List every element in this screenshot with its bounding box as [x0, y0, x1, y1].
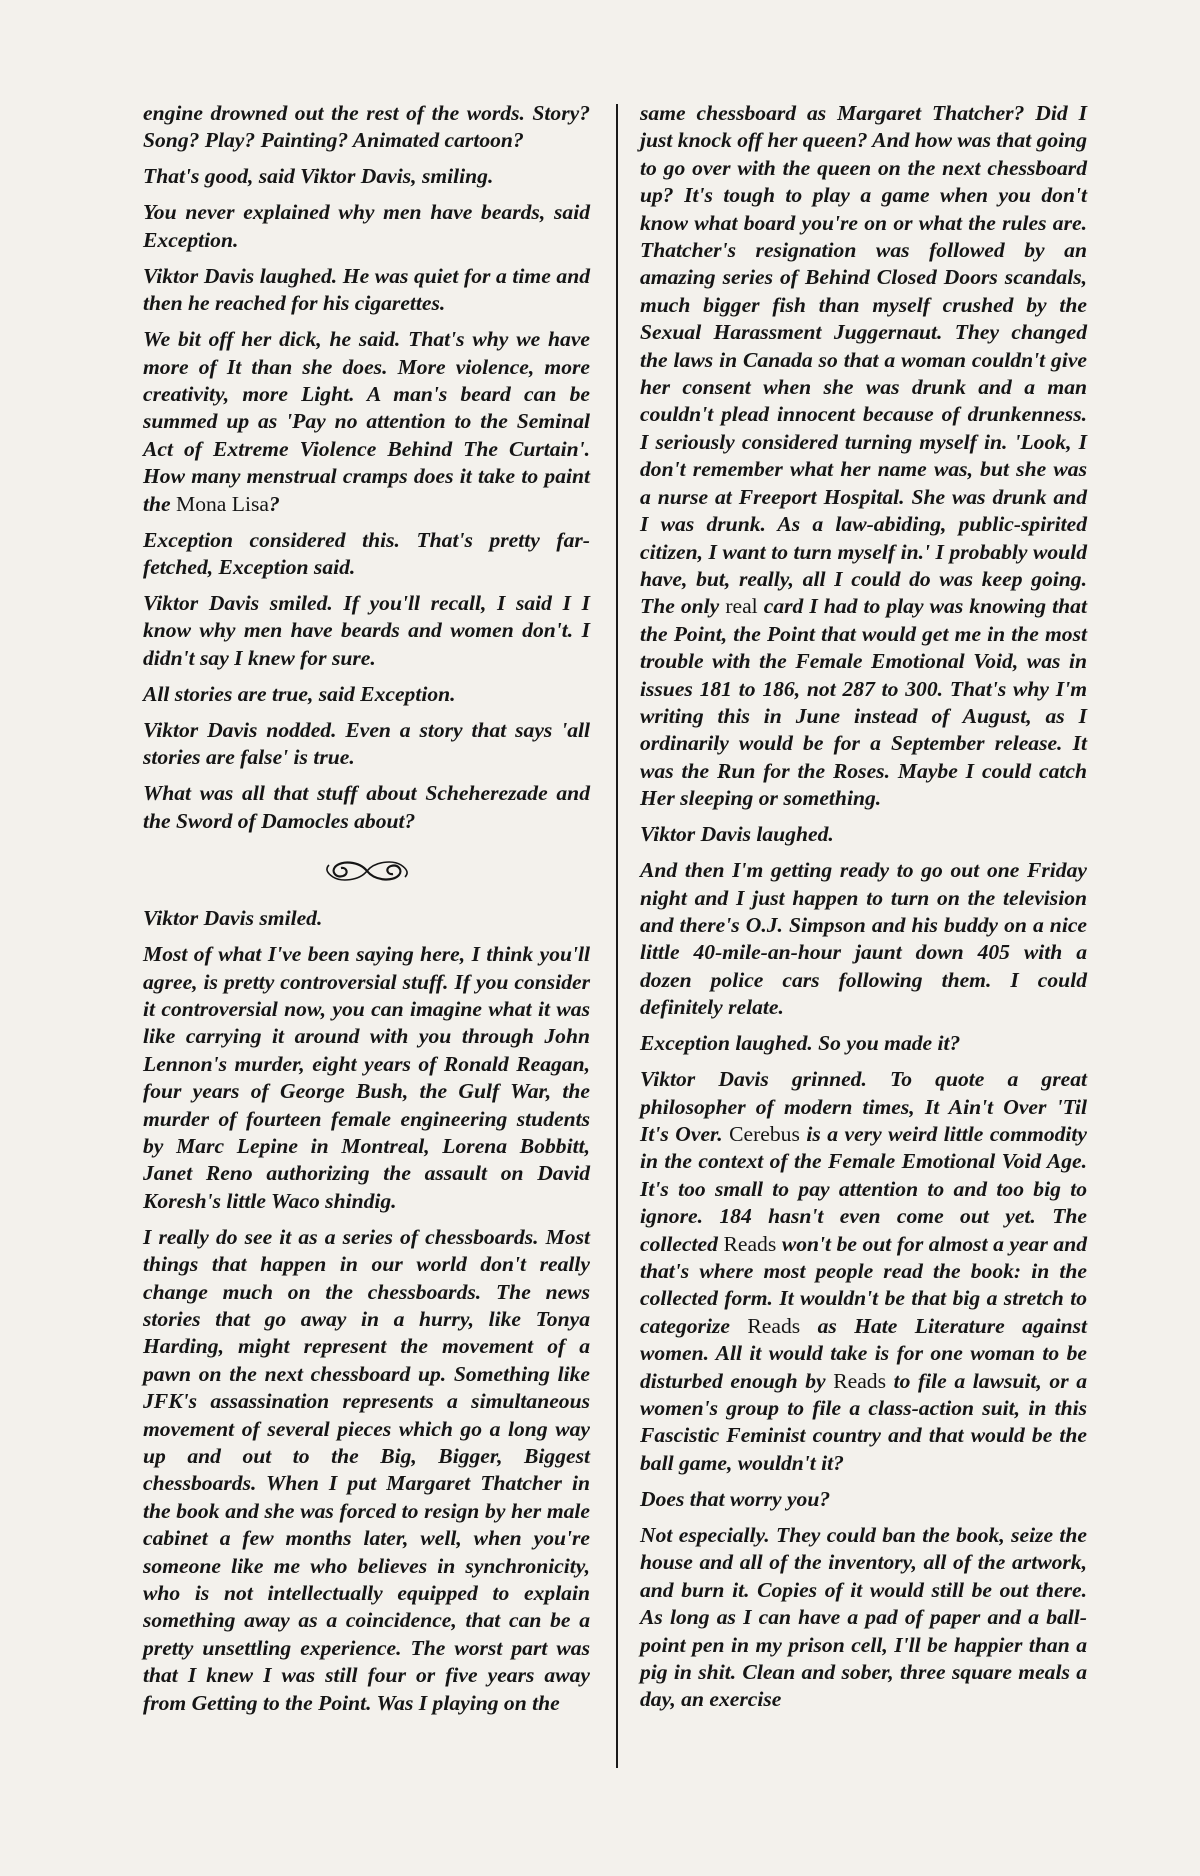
paragraph: Exception laughed. So you made it? [640, 1031, 961, 1056]
text-span: won't be out for almost a year and that's where most people read the book: in the collected form. It wouldn't be that big a stretch to categorize [640, 1231, 1087, 1338]
paragraph: I really do see it as a series of chessboards. Most things that happen in our world don't really change much on the chessboards. The news stories that go away in a hurry, like Tonya Harding, might represent the movement of a pawn on the next chessboard up. Something like JFK's assassination represents a simultaneous movement of several pieces which go a long way up and out to the Big, Bigger, Biggest chessboards. When I put Margaret Thatcher in the book and she was forced to resign by her male cabinet a few months later, well, when you're someone like me who believes in synchronicity, who is not intellectually equipped to explain something away as a coincidence, that can be a pretty unsettling experience. The worst part was that I knew I was still four or five years away from Getting to the Point. Was I playing on the [143, 1224, 590, 1715]
paragraph: Exception considered this. That's pretty far-fetched, Exception said. [143, 527, 590, 580]
paragraph [640, 100, 1087, 813]
paragraph: Most of what I've been saying here, I think you'll agree, is pretty controversial stuff. If you consider it controversial now, you can imagine what it was like carrying it around with you through John Lennon's murder, eight years of Ronald Reagan, four years of George Bush, the Gulf War, the murder of fourteen female engineering students by Marc Lepine in Montreal, Lorena Bobbitt, Janet Reno authorizing the assault on David Koresh's little Waco shindig. [143, 942, 590, 1213]
paragraph: That's good, said Viktor Davis, smiling. [143, 164, 494, 189]
text-span: card I had to play was knowing that the Point, the Point that would get me in the most trouble with the Female Emotional Void, was in issues 181 to 186, not 287 to 300. That's why I'm writing this in June instead of August, as I ordinarily would be for a September release. It was the Run for the Roses. Maybe I could catch Her sleeping or something. [640, 594, 1087, 811]
paragraph: Not especially. They could ban the book, seize the house and all of the inventory, all of the artwork, and burn it. Copies of it would still be out there. As long as I can have a pad of paper and a ball-point pen in my prison cell, I'll be happier than a pig in shit. Clean and sober, three square meals a day, an exercise [640, 1522, 1087, 1712]
paragraph [143, 326, 590, 518]
right-text-column [640, 100, 1087, 1722]
text-span: We bit off her dick, he said. That's why we have more of It than she does. More violence, more creativity, more Light. A man's beard can be summed up as 'Pay no attention to the Seminal Act of Extreme Violence Behind The Curtain'. How many menstrual cramps does it take to paint the [143, 327, 590, 516]
text-span: to file a lawsuit, or a women's group to file a class-action suit, in this Fascistic Feminist country and that would be the ball game, wouldn't it? [640, 1368, 1087, 1475]
title-span: Reads [833, 1368, 886, 1393]
infinity-scroll-icon [319, 857, 415, 885]
left-text-column [143, 100, 590, 1726]
paragraph: Viktor Davis smiled. If you'll recall, I said I I know why men have beards and women don't. I didn't say I knew for sure. [143, 591, 590, 670]
paragraph: What was all that stuff about Scheherezade and the Sword of Damocles about? [143, 781, 590, 833]
paragraph [640, 1066, 1087, 1477]
text-span: Viktor Davis grinned. To quote a great philosopher of modern times, It Ain't Over 'Til It's Over. [640, 1067, 1087, 1146]
title-span: Reads [747, 1313, 801, 1338]
roman-span: real [725, 594, 758, 619]
paragraph: engine drowned out the rest of the words. Story? Song? Play? Painting? Animated cartoon? [143, 101, 590, 153]
paragraph: And then I'm getting ready to go out one Friday night and I just happen to turn on the television and there's O.J. Simpson and his buddy on a nice little 40-mile-an-hour jaunt down 405 with a dozen police cars following them. I could definitely relate. [640, 858, 1087, 1020]
column-divider [616, 104, 618, 1768]
title-span: Mona Lisa [176, 491, 269, 516]
paragraph: You never explained why men have beards, said Exception. [143, 200, 590, 252]
text-span: as Hate Literature against women. All it would take is for one woman to be disturbed enough by [640, 1313, 1087, 1393]
paragraph: All stories are true, said Exception. [143, 681, 456, 706]
text-span: is a very weird little commodity in the context of the Female Emotional Void Age. It's too small to pay attention to and too big to ignore. 184 hasn't even come out yet. The collected [640, 1122, 1087, 1256]
infinity-scroll-ornament [143, 857, 590, 885]
paragraph: Does that worry you? [640, 1486, 831, 1511]
paragraph: Viktor Davis laughed. [640, 822, 834, 847]
paragraph: Viktor Davis nodded. Even a story that says 'all stories are false' is true. [143, 717, 590, 770]
paragraph: Viktor Davis laughed. He was quiet for a time and then he reached for his cigarettes. [143, 263, 590, 316]
text-span: ? [268, 491, 280, 516]
text-span: same chessboard as Margaret Thatcher? Did I just knock off her queen? And how was that going to go over with the queen on the next chessboard up? It's tough to play a game when you don't know what board you're on or what the rules are. Thatcher's resignation was followed by an amazing series of Behind Closed Doors scandals, much bigger fish than myself crushed by the Sexual Harassment Juggernaut. They changed the laws in Canada so that a woman couldn't give her consent when she was drunk and a man couldn't plead innocent because of drunkenness. I seriously considered turning myself in. 'Look, I don't remember what her name was, but she was a nurse at Freeport Hospital. She was drunk and I was drunk. As a law-abiding, public-spirited citizen, I want to turn myself in.' I probably would have, but, really, all I could do was keep going. The only [640, 101, 1087, 619]
title-span: Reads [723, 1231, 777, 1256]
paragraph: Viktor Davis smiled. [143, 906, 323, 931]
title-span: Cerebus [729, 1122, 800, 1146]
